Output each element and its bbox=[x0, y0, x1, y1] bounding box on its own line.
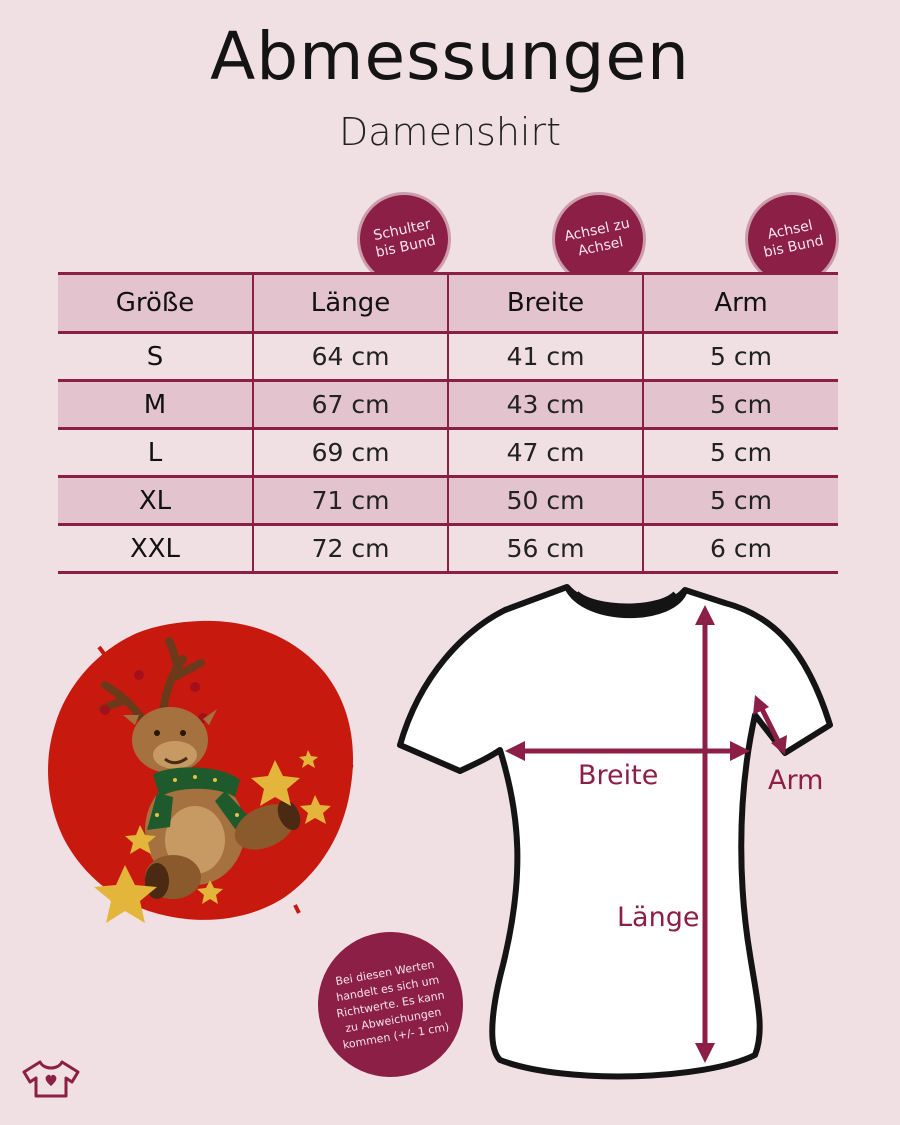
header-arm: Arm bbox=[643, 274, 838, 333]
table-row bbox=[58, 477, 838, 525]
cell-breite: 43 cm bbox=[448, 381, 643, 429]
tshirt-heart-logo-icon bbox=[20, 1058, 82, 1100]
cell-arm: 5 cm bbox=[643, 381, 838, 429]
cell-breite: 47 cm bbox=[448, 429, 643, 477]
disclaimer-text: Bei diesen Werten handelt es sich um Richtwerte. Es kann zu Abweichungen kommen (+/- 1 cm) bbox=[334, 957, 451, 1052]
page-title: Abmessungen bbox=[210, 18, 690, 95]
cell-breite: 41 cm bbox=[448, 333, 643, 381]
cell-size: XL bbox=[58, 477, 253, 525]
cell-arm: 6 cm bbox=[643, 525, 838, 573]
cell-breite: 50 cm bbox=[448, 477, 643, 525]
table-row bbox=[58, 333, 838, 381]
cell-arm: 5 cm bbox=[643, 333, 838, 381]
size-table bbox=[58, 272, 838, 574]
cell-laenge: 67 cm bbox=[253, 381, 448, 429]
breite-label: Breite bbox=[578, 760, 659, 791]
header-breite: Breite bbox=[448, 274, 643, 333]
cell-size: L bbox=[58, 429, 253, 477]
header-groesse: Größe bbox=[58, 274, 253, 333]
cell-breite: 56 cm bbox=[448, 525, 643, 573]
cell-size: S bbox=[58, 333, 253, 381]
badge-arm-text: Achsel bis Bund bbox=[762, 217, 826, 261]
header-laenge: Länge bbox=[253, 274, 448, 333]
cell-laenge: 71 cm bbox=[253, 477, 448, 525]
cell-laenge: 64 cm bbox=[253, 333, 448, 381]
cell-laenge: 72 cm bbox=[253, 525, 448, 573]
cell-size: M bbox=[58, 381, 253, 429]
table-row bbox=[58, 429, 838, 477]
arm-label: Arm bbox=[768, 765, 824, 796]
cell-laenge: 69 cm bbox=[253, 429, 448, 477]
table-row bbox=[58, 525, 838, 573]
cell-size: XXL bbox=[58, 525, 253, 573]
cell-arm: 5 cm bbox=[643, 429, 838, 477]
badge-breite-text: Achsel zu Achsel bbox=[563, 215, 632, 260]
badge-laenge-text: Schulter bis Bund bbox=[372, 216, 438, 261]
page-subtitle: Damenshirt bbox=[339, 110, 561, 154]
reindeer-illustration bbox=[45, 615, 355, 925]
cell-arm: 5 cm bbox=[643, 477, 838, 525]
laenge-label: Länge bbox=[617, 902, 700, 933]
table-header-row bbox=[58, 274, 838, 333]
table-row bbox=[58, 381, 838, 429]
